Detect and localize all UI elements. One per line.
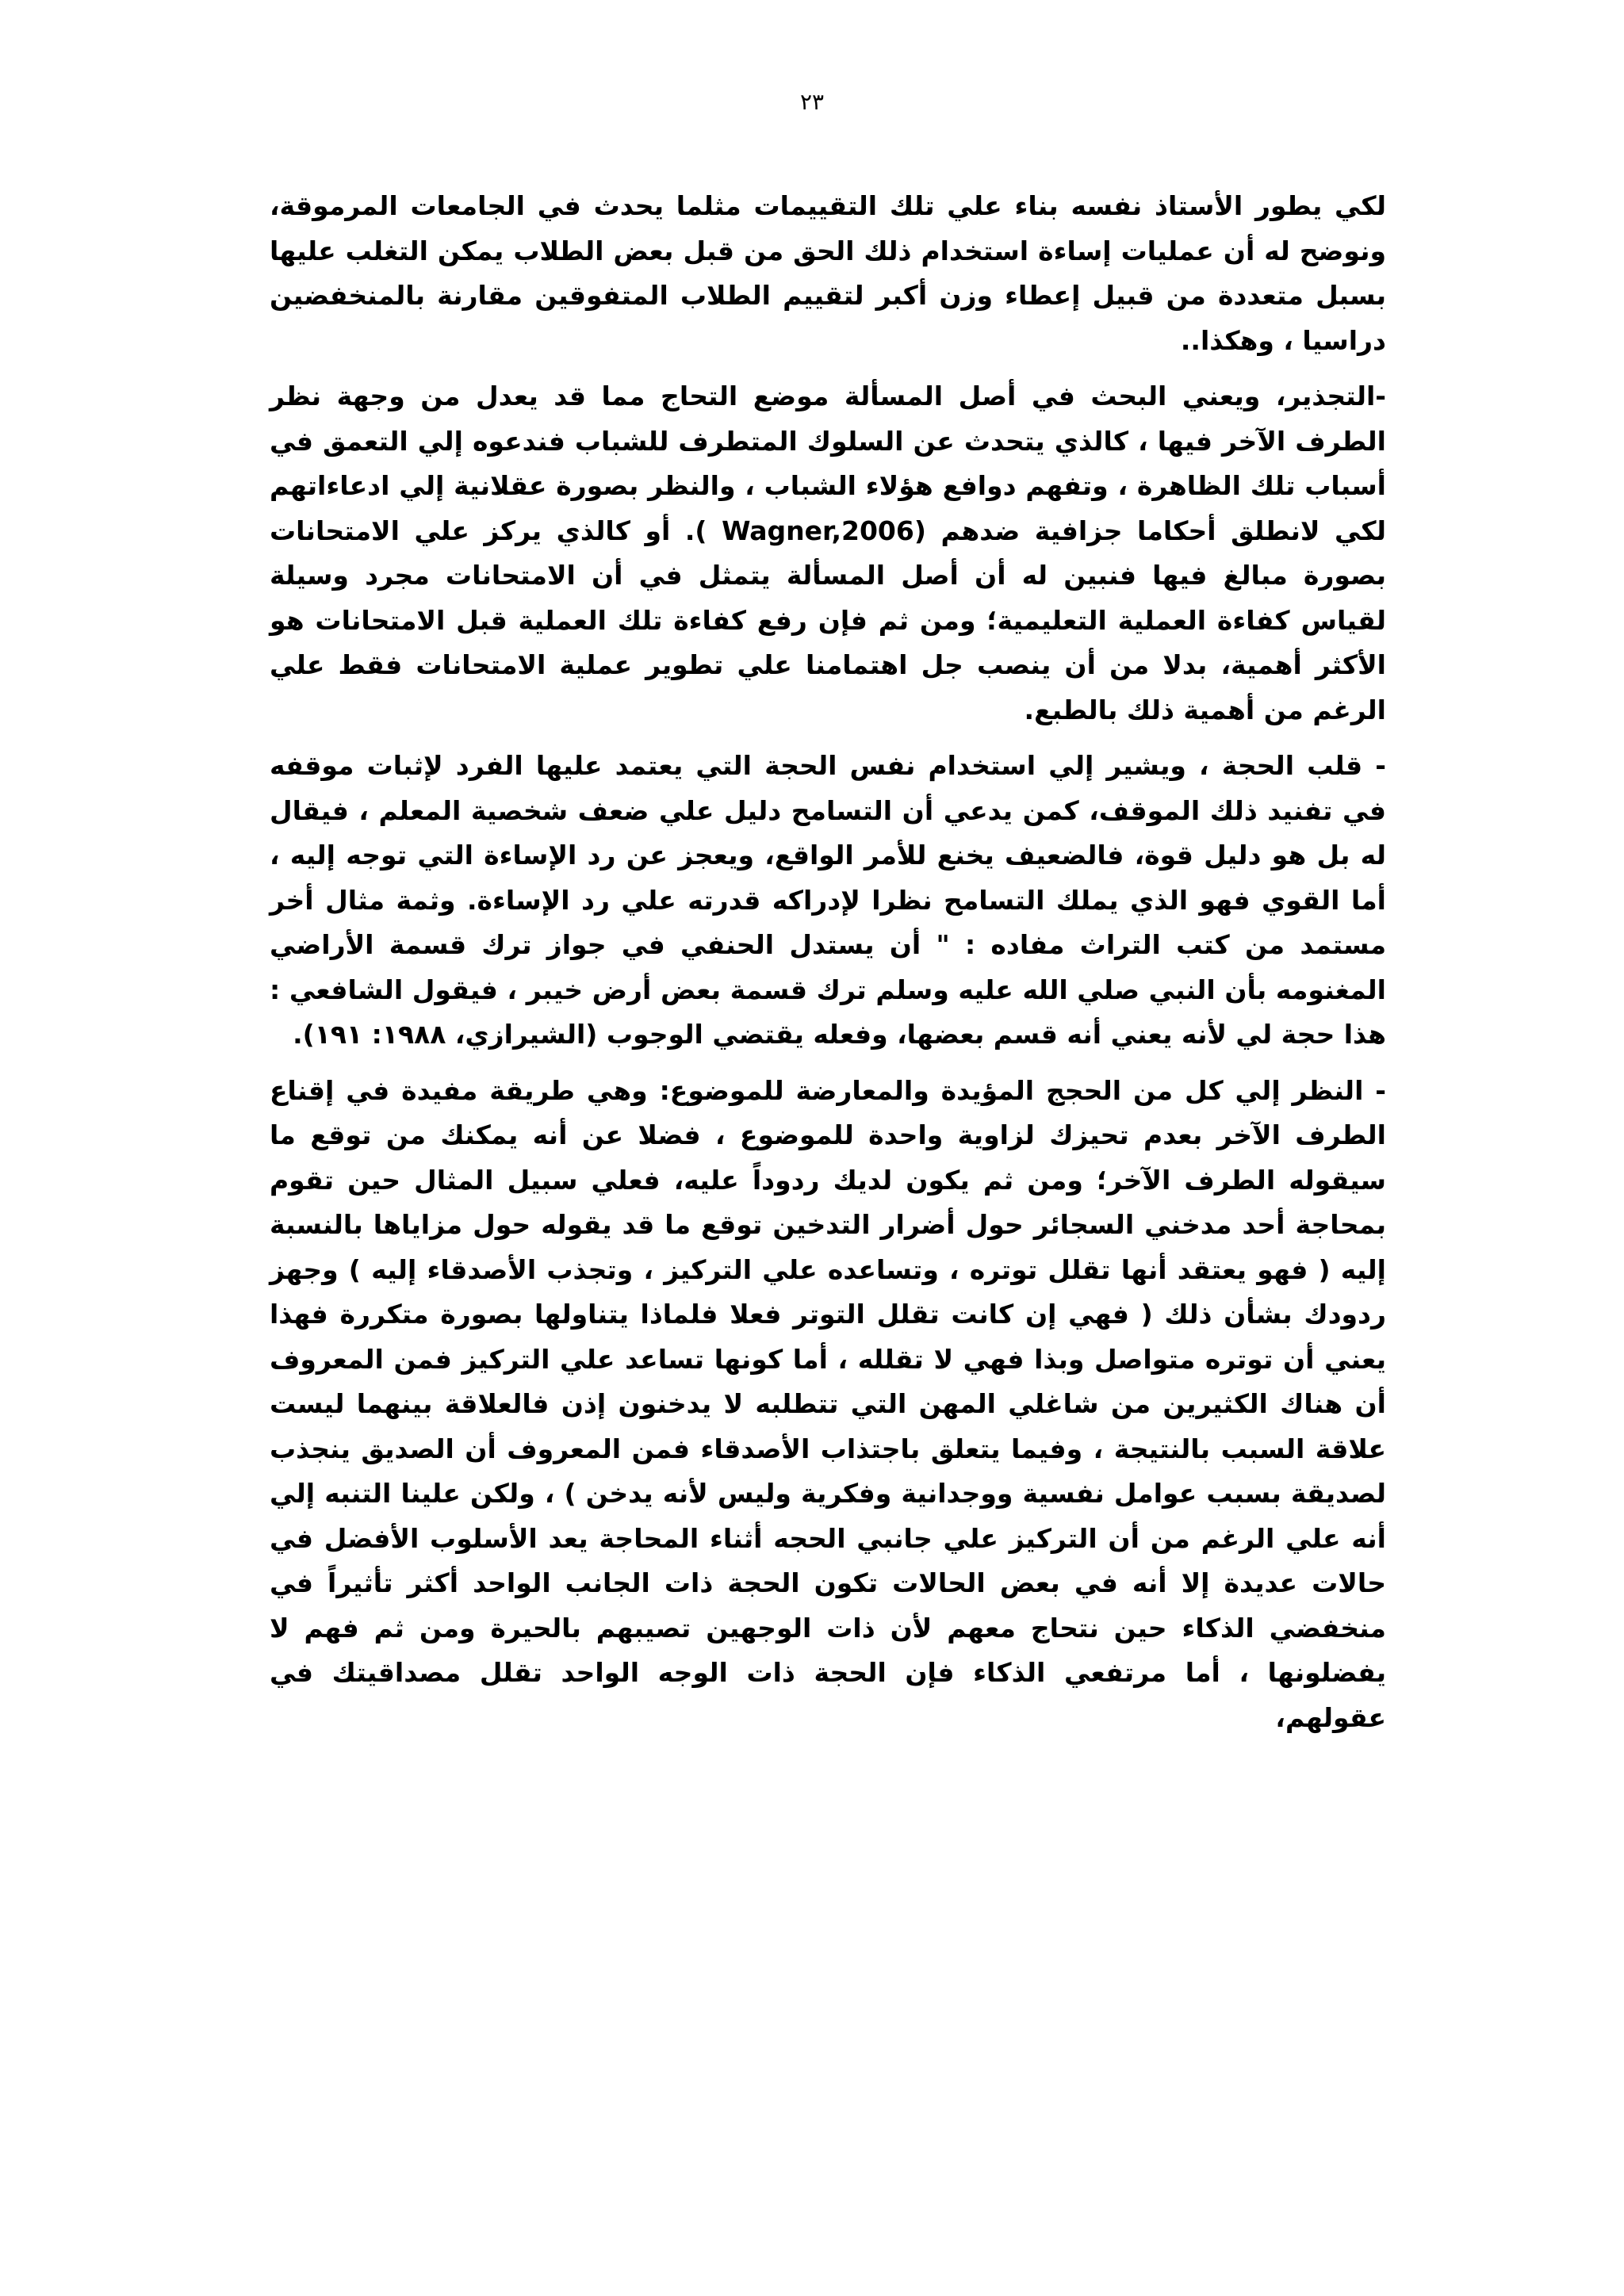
page-number: ٢٣ (799, 89, 825, 115)
document-body (270, 184, 1386, 1751)
paragraph-argument-reversal: - قلب الحجة ، ويشير إلي استخدام نفس الحجة التي يعتمد عليها الفرد لإثبات موقفه في تفنيد ذلك الموقف، كمن يدعي أن التسامح دليل علي ضعف شخصية المعلم ، فيقال له بل هو دليل قوة، فالضعيف يخنع للأمر الواقع، ويعجز عن رد الإساءة التي توجه إليه ، أما القوي فهو الذي يملك التسامح نظرا لإدراكه قدرته علي رد الإساءة. وثمة مثال أخر مستمد من كتب التراث مفاده : " أن يستدل الحنفي في جواز ترك قسمة الأراضي المغنومه بأن النبي صلي الله عليه وسلم ترك قسمة بعض أرض خيبر ، فيقول الشافعي : هذا حجة لي لأنه يعني أنه قسم بعضها، وفعله يقتضي الوجوب (الشيرازي، ١٩٨٨: ١٩١). (270, 750, 1386, 1050)
paragraph-rooting: -التجذير، ويعني البحث في أصل المسألة موضع التحاج مما قد يعدل من وجهة نظر الطرف الآخر فيها ، كالذي يتحدث عن السلوك المتطرف للشباب فندعوه إلي التعمق في أسباب تلك الظاهرة ، وتفهم دوافع هؤلاء الشباب ، والنظر بصورة عقلانية إلي ادعاءاتهم لكي لانطلق أحكاما جزافية ضدهم (Wagner,2006 ). أو كالذي يركز علي الامتحانات بصورة مبالغ فيها فنبين له أن أصل المسألة يتمثل في أن الامتحانات مجرد وسيلة لقياس كفاءة العملية التعليمية؛ ومن ثم فإن رفع كفاءة تلك العملية قبل الامتحانات هو الأكثر أهمية، بدلا من أن ينصب جل اهتمامنا علي تطوير عملية الامتحانات فقط علي الرغم من أهمية ذلك بالطبع. (270, 381, 1386, 725)
paragraph-evaluations: لكي يطور الأستاذ نفسه بناء علي تلك التقييمات مثلما يحدث في الجامعات المرموقة، ونوضح له أن عمليات إساءة استخدام ذلك الحق من قبل بعض الطلاب يمكن التغلب عليها بسبل متعددة من قبيل إعطاء وزن أكبر لتقييم الطلاب المتفوقين مقارنة بالمنخفضين دراسيا ، وهكذا.. (270, 190, 1386, 356)
paragraph-pro-con-arguments: - النظر إلي كل من الحجج المؤيدة والمعارضة للموضوع: وهي طريقة مفيدة في إقناع الطرف الآخر بعدم تحيزك لزاوية واحدة للموضوع ، فضلا عن أنه يمكنك من توقع ما سيقوله الطرف الآخر؛ ومن ثم يكون لديك ردوداً عليه، فعلي سبيل المثال حين تقوم بمحاجة أحد مدخني السجائر حول أضرار التدخين توقع ما قد يقوله حول مزاياها بالنسبة إليه ( فهو يعتقد أنها تقلل توتره ، وتساعده علي التركيز ، وتجذب الأصدقاء إليه ) وجهز ردودك بشأن ذلك ( فهي إن كانت تقلل التوتر فعلا فلماذا يتناولها بصورة متكررة فهذا يعني أن توتره متواصل وبذا فهي لا تقلله ، أما كونها تساعد علي التركيز فمن المعروف أن هناك الكثيرين من شاغلي المهن التي تتطلبه لا يدخنون إذن فالعلاقة بينهما ليست علاقة السبب بالنتيجة ، وفيما يتعلق باجتذاب الأصدقاء فمن المعروف أن الصديق ينجذب لصديقة بسبب عوامل نفسية ووجدانية وفكرية وليس لأنه يدخن ) ، ولكن علينا التنبه إلي أنه علي الرغم من أن التركيز علي جانبي الحجه أثناء المحاجة يعد الأسلوب الأفضل في حالات عديدة إلا أنه في بعض الحالات تكون الحجة ذات الجانب الواحد أكثر تأثيراً في منخفضي الذكاء حين نتحاج معهم لأن ذات الوجهين تصيبهم بالحيرة ومن ثم فهم لا يفضلونها ، أما مرتفعي الذكاء فإن الحجة ذات الوجه الواحد تقلل مصداقيتك في عقولهم، (270, 1074, 1386, 1733)
